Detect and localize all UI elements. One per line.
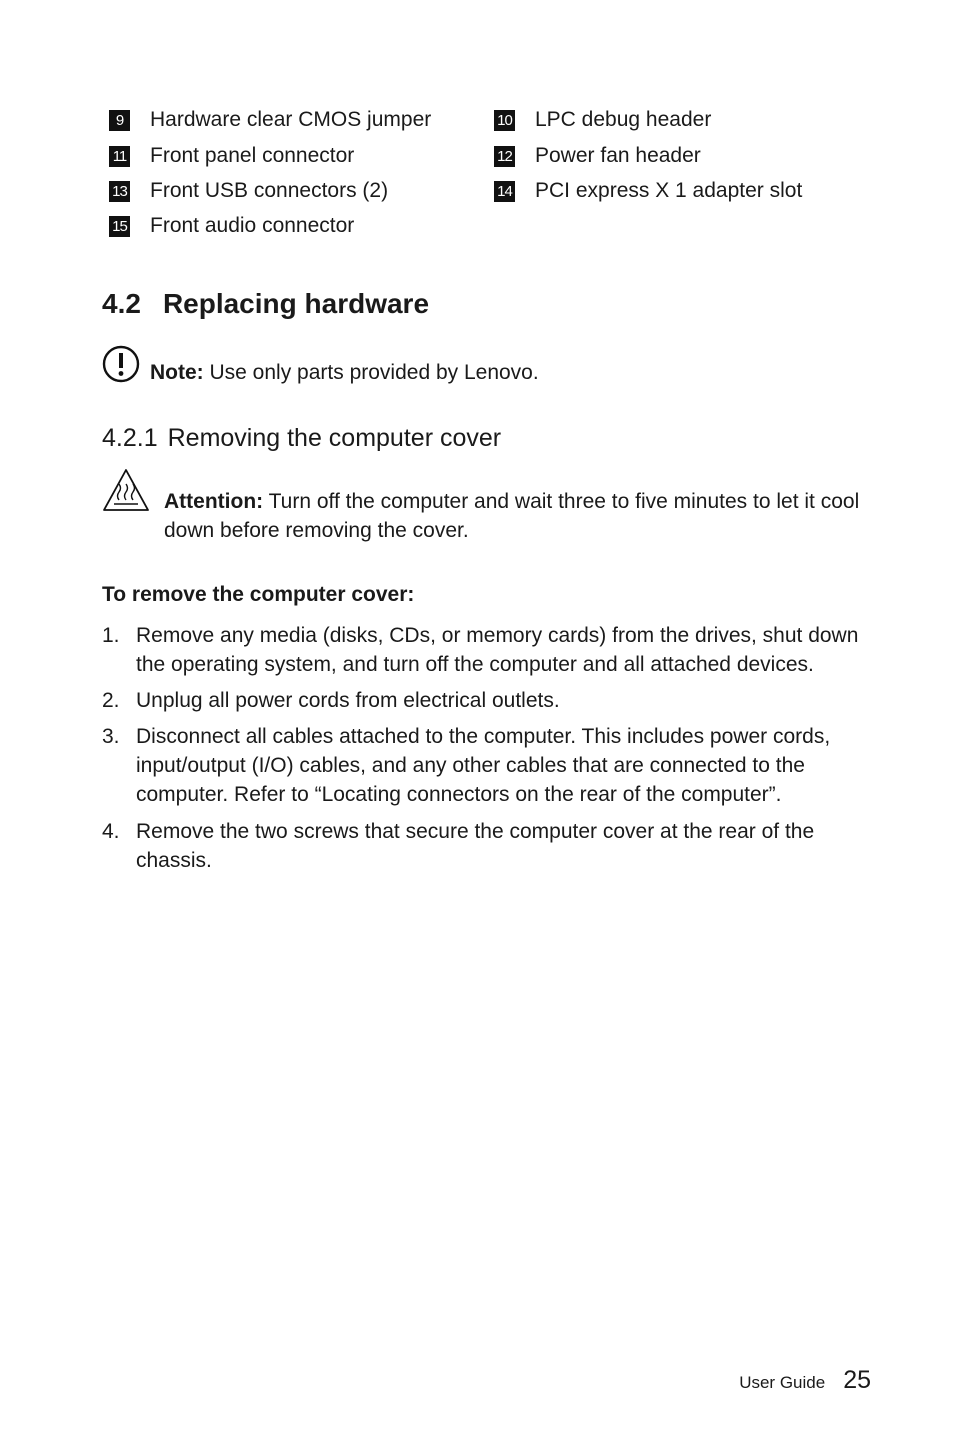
- note-body: Use only parts provided by Lenovo.: [203, 361, 539, 384]
- page-footer: [739, 1366, 871, 1395]
- legend-label: Front audio connector: [150, 214, 355, 237]
- legend-label: Power fan header: [535, 144, 701, 167]
- legend-label: Hardware clear CMOS jumper: [150, 108, 432, 131]
- attention-text: [164, 487, 864, 545]
- section-heading: [102, 288, 429, 320]
- number-badge: 14: [494, 181, 515, 202]
- exclamation-circle-icon: [102, 345, 140, 383]
- legend-item: [494, 144, 701, 168]
- legend-label: PCI express X 1 adapter slot: [535, 179, 803, 202]
- step-number: 4.: [102, 820, 120, 843]
- legend-item: [494, 108, 712, 132]
- legend-item: [494, 179, 803, 203]
- number-badge: 15: [109, 216, 130, 237]
- legend-item: [109, 179, 389, 203]
- attention-callout: [102, 467, 862, 547]
- step-number: 2.: [102, 689, 120, 712]
- footer-label: User Guide: [739, 1373, 826, 1392]
- legend-label: LPC debug header: [535, 108, 712, 131]
- legend-label: Front panel connector: [150, 144, 355, 167]
- note-callout: [102, 345, 862, 387]
- step-text: Remove the two screws that secure the computer cover at the rear of the chassis.: [136, 820, 815, 872]
- number-badge: 11: [109, 146, 130, 167]
- step-number: 1.: [102, 624, 120, 647]
- number-badge: 9: [109, 110, 130, 131]
- note-text: [150, 361, 539, 385]
- step-number: 3.: [102, 725, 120, 748]
- number-badge: 10: [494, 110, 515, 131]
- hot-surface-warning-icon: [102, 467, 150, 513]
- attention-body: Turn off the computer and wait three to five minutes to let it cool down before removing the cover.: [164, 490, 860, 542]
- number-badge: 12: [494, 146, 515, 167]
- legend-item: [109, 144, 355, 168]
- subsection-title: Removing the computer cover: [167, 424, 502, 452]
- legend-label: Front USB connectors (2): [150, 179, 389, 202]
- procedure-title: To remove the computer cover:: [102, 583, 415, 606]
- step-text: Disconnect all cables attached to the computer. This includes power cords, input/output (I/O) cables, and any other cables that are connected to the computer. Refer to “Locating connectors on the rear of the computer”.: [136, 725, 831, 806]
- section-number: 4.2: [102, 288, 141, 319]
- note-label: Note:: [150, 361, 204, 384]
- section-title: Replacing hardware: [162, 288, 430, 319]
- step-text: Remove any media (disks, CDs, or memory cards) from the drives, shut down the operating system, and turn off the computer and all attached devices.: [136, 624, 859, 676]
- step-text: Unplug all power cords from electrical outlets.: [136, 689, 560, 712]
- subsection-number: 4.2.1: [102, 424, 158, 452]
- subsection-heading: [102, 424, 501, 453]
- number-badge: 13: [109, 181, 130, 202]
- attention-label: Attention:: [164, 490, 264, 513]
- legend-item: [109, 108, 432, 132]
- page-number: 25: [843, 1366, 871, 1394]
- legend-item: [109, 214, 355, 238]
